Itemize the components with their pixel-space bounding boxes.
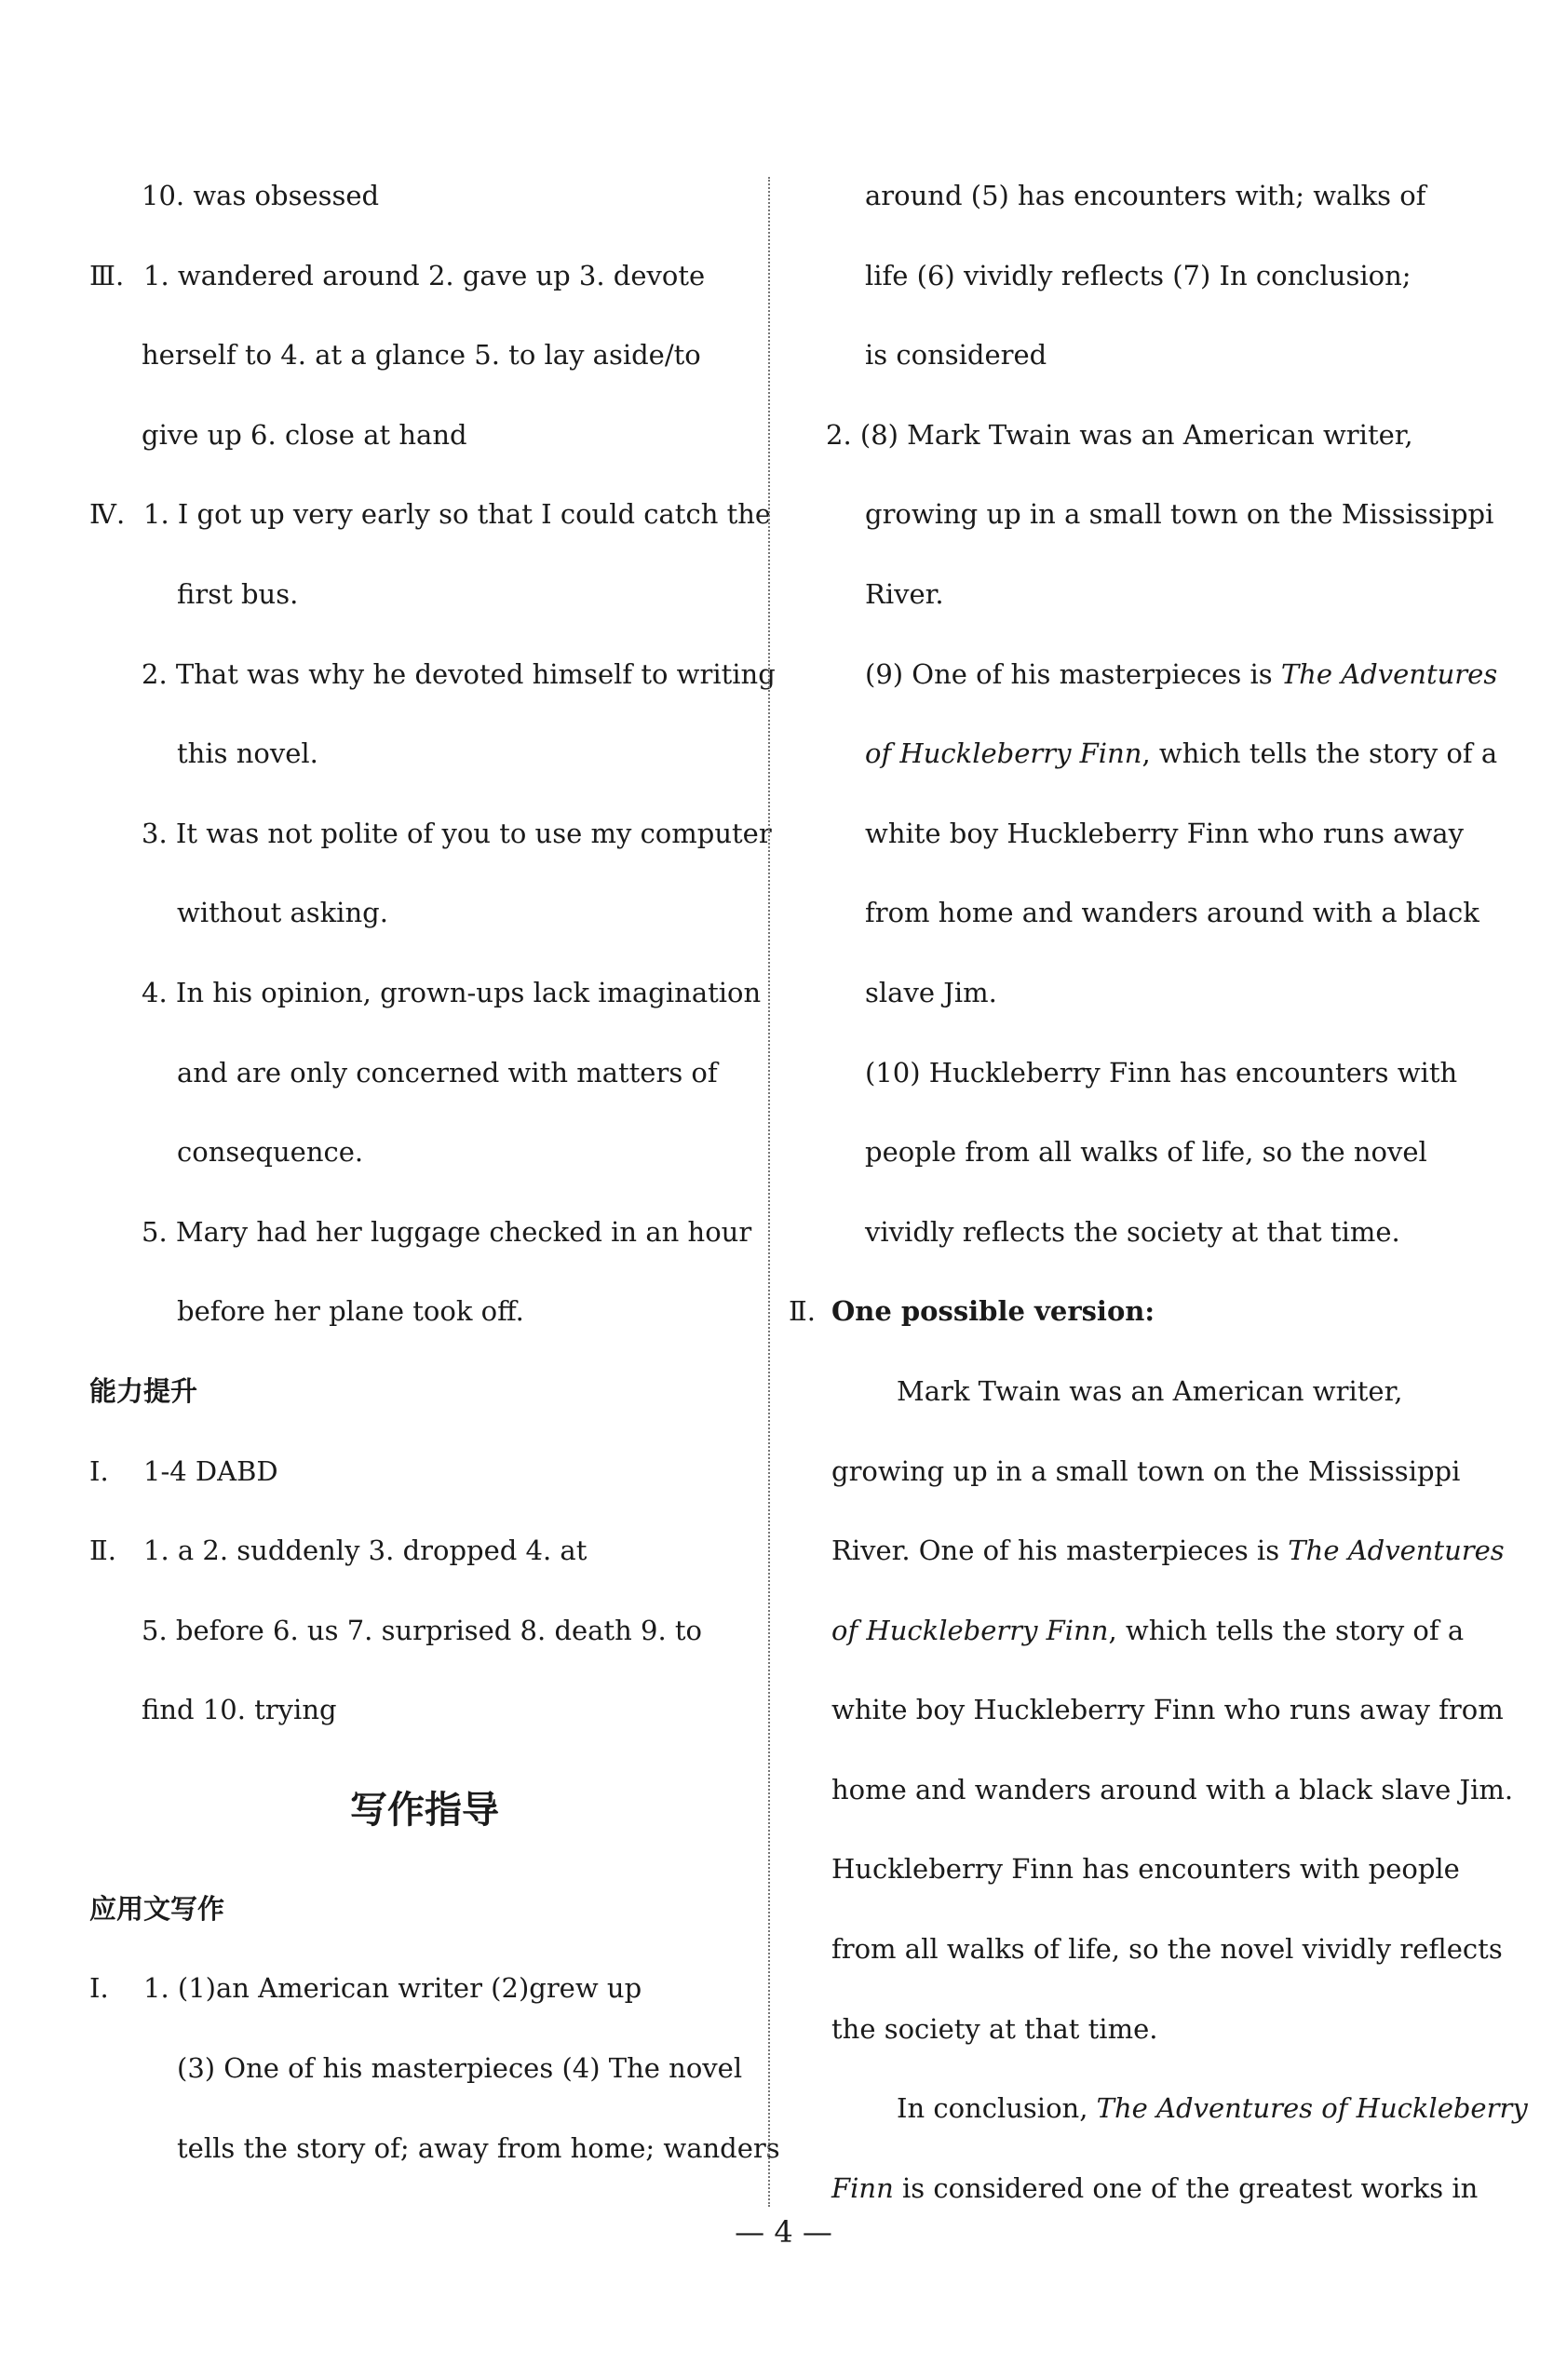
answer-line: consequence. (177, 1136, 364, 1169)
book-title: The Adventures of Huckleberry (1096, 2092, 1528, 2125)
page-number: — 4 — (735, 2214, 832, 2250)
essay-line: from all walks of life, so the novel vividly reflects (831, 1933, 1503, 1966)
answer-line: Ⅳ. 1. I got up very early so that I could catch the (89, 475, 760, 555)
answer-line: before her plane took off. (177, 1295, 524, 1328)
answer-line: 3. It was not polite of you to use my computer (142, 817, 772, 849)
answer-line: Ⅱ. 1. a 2. suddenly 3. dropped 4. at (89, 1511, 760, 1591)
answer-line: from home and wanders around with a black (865, 897, 1479, 929)
answer-line: Ⅰ. 1-4 DABD (89, 1432, 760, 1512)
answer-line: 5. before 6. us 7. surprised 8. death 9. to (142, 1614, 703, 1646)
essay-line: In conclusion, The Adventures of Huckleberry (897, 2092, 1528, 2125)
answer-line: give up 6. close at hand (142, 418, 467, 451)
answer-line: is considered (865, 339, 1047, 372)
essay-line: the society at that time. (831, 2012, 1158, 2045)
answer-line: Ⅱ. One possible version: (789, 1272, 1445, 1352)
answer-line: herself to 4. at a glance 5. to lay aside/to (142, 339, 701, 372)
book-title: The Adventures (1280, 657, 1498, 690)
book-title: The Adventures (1288, 1535, 1505, 1567)
essay-line: growing up in a small town on the Mississippi (831, 1454, 1461, 1487)
answer-line: 2. That was why he devoted himself to writing (142, 657, 776, 690)
answer-line: slave Jim. (865, 976, 997, 1008)
answer-line: life (6) vividly reflects (7) In conclusion; (865, 259, 1412, 291)
answer-line: 5. Mary had her luggage checked in an hour (142, 1215, 752, 1248)
answer-line: 2. (8) Mark Twain was an American writer, (826, 418, 1413, 451)
essay-line: Finn is considered one of the greatest works in (831, 2171, 1479, 2204)
answer-line: Ⅰ. 1. (1)an American writer (2)grew up (89, 1949, 760, 2029)
answer-line: 4. In his opinion, grown-ups lack imagination (142, 976, 762, 1008)
part-label: Ⅲ. (89, 259, 125, 291)
essay-line: Huckleberry Finn has encounters with people (831, 1853, 1460, 1886)
answer-line: of Huckleberry Finn, which tells the story of a (865, 737, 1498, 770)
book-title: of Huckleberry Finn (831, 1614, 1109, 1646)
part-label: Ⅱ. (89, 1535, 116, 1567)
subsection-heading: 应用文写作 (89, 1892, 225, 1925)
answer-line: (9) One of his masterpieces is The Adventures (865, 657, 1498, 690)
essay-line: Mark Twain was an American writer, (897, 1374, 1403, 1407)
answer-line: 10. was obsessed (142, 180, 380, 211)
answer-line: around (5) has encounters with; walks of (865, 180, 1426, 211)
left-column (89, 156, 780, 2188)
answer-line: (10) Huckleberry Finn has encounters with (865, 1056, 1458, 1089)
right-column (789, 156, 1528, 2228)
essay-line: home and wanders around with a black slave Jim. (831, 1773, 1514, 1805)
answer-line: River. (865, 577, 944, 610)
book-title: Finn (831, 2171, 894, 2204)
answer-line: white boy Huckleberry Finn who runs away (865, 817, 1464, 849)
answer-line: first bus. (177, 577, 299, 610)
answer-line: without asking. (177, 897, 388, 929)
part-label: Ⅰ. (89, 1454, 109, 1487)
essay-line: of Huckleberry Finn, which tells the story of a (831, 1614, 1465, 1646)
answer-line: this novel. (177, 737, 318, 770)
answer-line: growing up in a small town on the Mississippi (865, 498, 1494, 531)
part-label: Ⅰ. (89, 1972, 109, 2005)
answer-line: and are only concerned with matters of (177, 1056, 718, 1089)
essay-line: white boy Huckleberry Finn who runs away from (831, 1694, 1504, 1726)
answer-line: people from all walks of life, so the novel (865, 1136, 1427, 1169)
answer-line: vividly reflects the society at that time. (865, 1215, 1400, 1248)
subsection-heading: 能力提升 (89, 1374, 198, 1407)
essay-line: River. One of his masterpieces is The Adventures (831, 1535, 1505, 1567)
book-title: of Huckleberry Finn (865, 737, 1142, 770)
answer-line: Ⅲ. 1. wandered around 2. gave up 3. devote (89, 237, 760, 317)
answer-line: tells the story of; away from home; wanders (177, 2131, 780, 2164)
column-divider (768, 177, 770, 2207)
answer-line: (3) One of his masterpieces (4) The novel (177, 2052, 743, 2085)
part-label: Ⅳ. (89, 498, 126, 531)
answer-line: find 10. trying (142, 1694, 337, 1726)
part-label: Ⅱ. (789, 1295, 816, 1328)
section-title: 写作指导 (350, 1788, 499, 1832)
